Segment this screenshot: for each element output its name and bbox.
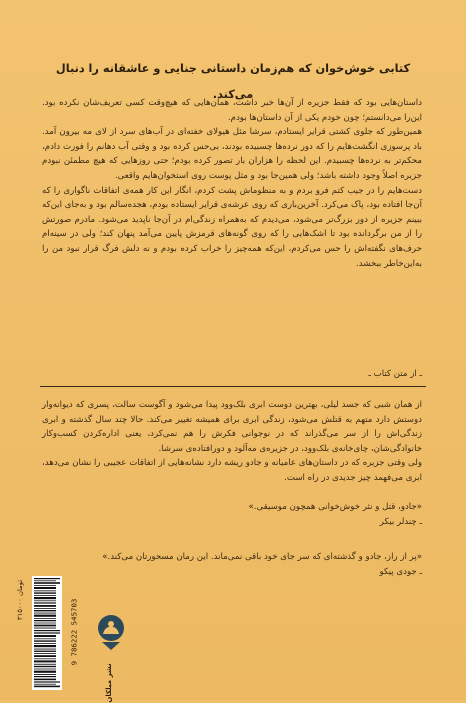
synopsis-paragraph: ولی وقتی جزیره که در داستان‌های عامیانه و جادو ریشه دارد نشانه‌هایی از اتفاقات عجیبی را نشان می‌دهد، ابری می‌فهمد چیز جدیدی در راه است. bbox=[42, 458, 422, 483]
publisher-logo-icon bbox=[94, 612, 128, 652]
publisher-name: نشر میلکان bbox=[105, 663, 113, 703]
excerpt-source: ـ از متن کتاب ـ bbox=[368, 369, 422, 379]
barcode-area bbox=[4, 572, 136, 703]
review-author: ـ چندلر بیکر bbox=[379, 516, 422, 527]
review-author: ـ جودی پیکو bbox=[379, 566, 422, 577]
book-synopsis bbox=[42, 398, 422, 486]
synopsis-paragraph: از همان شبی که جسد لیلی، بهترین دوست ابری بلک‌وود پیدا می‌شود و آگوست سالت، پسری که دیوانه‌وار دوستش دارد متهم به قتلش می‌شود، زندگی ابری برای همیشه تغییر می‌کند. حالا چند سال گذشته و ابری زندگی‌اش را از سر می‌گذراند که در نوجوانی فکرش را هم نمی‌کرد، یعنی اداره‌کردن کسب‌وکار خانوادگی‌شان، چای‌خانه‌ی بلک‌وود، در جزیره‌ی مه‌آلود و دورافتاده‌ی سرشا. bbox=[42, 400, 422, 454]
review-quote bbox=[42, 500, 422, 529]
excerpt-paragraph: همین‌طور که جلوی کشتی قرایر ایستادم، سرشا مثل هیولای خفته‌ای در آب‌های سرد از لای مه بیرون آمد. باد پرسوزی انگشت‌هایم را که دور نرده‌ها چسبیده بودند، بی‌حس کرده بود و وقتی آب دهانم را فورت دادم، محکم‌تر به نرده‌ها چسبیدم. این لحظه را هزاران بار تصور کرده بودم؛ حتی روزهایی که هیچ مطمئن نبودم جزیره اصلاً وجود داشته باشد؛ ولی همین‌جا بود و مثل پوست روی استخوان‌هایم واقعی. bbox=[42, 127, 422, 181]
isbn-number: 9 786222 545703 bbox=[69, 598, 79, 666]
excerpt-paragraph: دست‌هایم را در جیب کتم فرو بردم و به منظوماش پشت کردم، انگار این کار همه‌ی اتفاقات ناگواری را که آن‌جا افتاده بود، پاک می‌کرد. آخرین‌باری که روی عرشه‌ی قرایر ایستاده بودم، هجده‌سالم بود و به‌جای این‌که ببینم جزیره از دور بزرگ‌تر می‌شود، می‌دیدم که به‌همراه زندگی‌ام در آن‌جا ناپدید می‌شود. مادرم صورتش را از من برگردانده بود تا اشک‌هایی را که روی گونه‌های قرمزش پایین می‌آمد پنهان کند؛ ولی در سینه‌ام حرف‌های نگفته‌اش را حس می‌کردم، این‌که همه‌چیز را خراب کرده بودم و نه دلش فرگ قرار نبود من را به‌این‌خاطر ببخشد. bbox=[42, 185, 422, 269]
headline: کتابی خوش‌خوان که هم‌زمان داستانی جنایی و عاشقانه را دنبال می‌کند. bbox=[55, 62, 411, 101]
review-text: «پر از راز، جادو و گذشته‌ای که سر جای خود باقی نمی‌ماند. این رمان مسحورتان می‌کند.» bbox=[102, 552, 422, 562]
book-excerpt bbox=[42, 96, 422, 271]
excerpt-paragraph: داستان‌هایی بود که فقط جزیره از آن‌ها خبر داشت، همان‌هایی که هیچ‌وقت کسی تعریف‌شان نکرده بود. این‌را می‌دانستم؛ چون خودم یکی از آن داستان‌ها بودم. bbox=[42, 98, 422, 123]
review-text: «جادو، قتل و نثر خوش‌خوانی همچون موسیقی.» bbox=[248, 502, 422, 512]
price-label: ۳۱۵۰۰۰ تومان bbox=[16, 579, 24, 621]
barcode-bars bbox=[34, 578, 60, 688]
divider bbox=[40, 386, 426, 387]
